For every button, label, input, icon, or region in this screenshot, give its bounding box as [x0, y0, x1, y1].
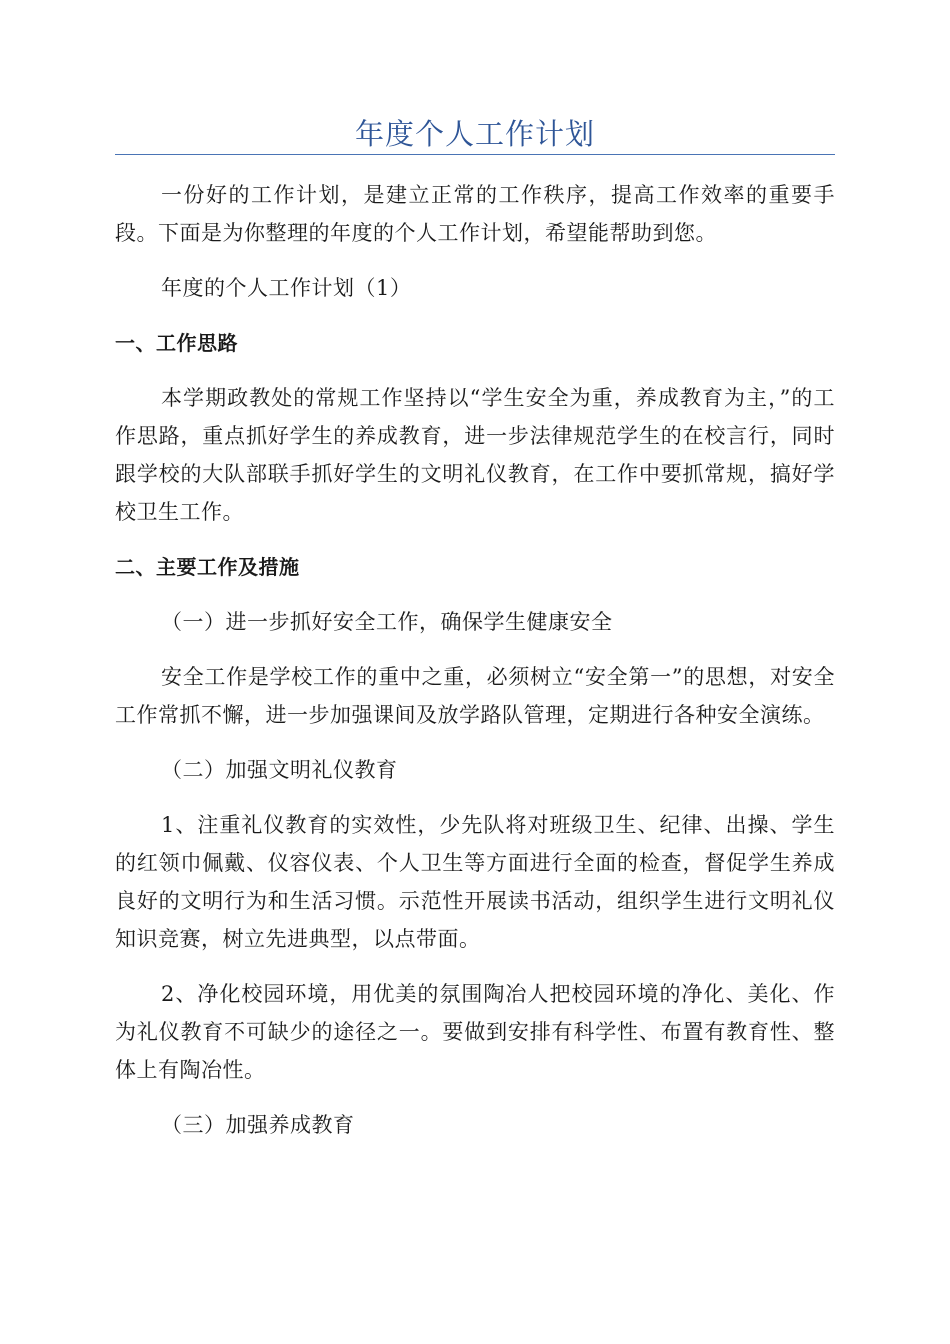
section-heading: 一、工作思路: [115, 331, 238, 355]
subsection-heading: （一）进一步抓好安全工作，确保学生健康安全: [161, 610, 613, 634]
subsection-heading: （二）加强文明礼仪教育: [161, 758, 398, 782]
document-body: [115, 176, 835, 1161]
document-title: 年度个人工作计划: [354, 117, 595, 151]
subsection-heading: （三）加强养成教育: [161, 1113, 355, 1137]
body-paragraph: 2、净化校园环境，用优美的氛围陶冶人把校园环境的净化、美化、作为礼仪教育不可缺少的途径之一。要做到安排有科学性、布置有教育性、整体上有陶冶性。: [115, 982, 835, 1082]
body-paragraph: 安全工作是学校工作的重中之重，必须树立“安全第一”的思想，对安全工作常抓不懈，进一步加强课间及放学路队管理，定期进行各种安全演练。: [115, 665, 835, 727]
plan-subtitle: 年度的个人工作计划（1）: [161, 276, 412, 300]
body-paragraph: 1、注重礼仪教育的实效性，少先队将对班级卫生、纪律、出操、学生的红领巾佩戴、仪容仪表、个人卫生等方面进行全面的检查，督促学生养成良好的文明行为和生活习惯。示范性开展读书活动，组织学生进行文明礼仪知识竞赛，树立先进典型，以点带面。: [115, 813, 835, 951]
section-heading: 二、主要工作及措施: [115, 555, 300, 579]
body-paragraph: 本学期政教处的常规工作坚持以“学生安全为重，养成教育为主，”的工作思路，重点抓好学生的养成教育，进一步法律规范学生的在校言行，同时跟学校的大队部联手抓好学生的文明礼仪教育，在工作中要抓常规，搞好学校卫生工作。: [115, 386, 835, 524]
title-underline: [115, 154, 835, 155]
intro-paragraph: 一份好的工作计划，是建立正常的工作秩序，提高工作效率的重要手段。下面是为你整理的年度的个人工作计划，希望能帮助到您。: [115, 183, 835, 245]
